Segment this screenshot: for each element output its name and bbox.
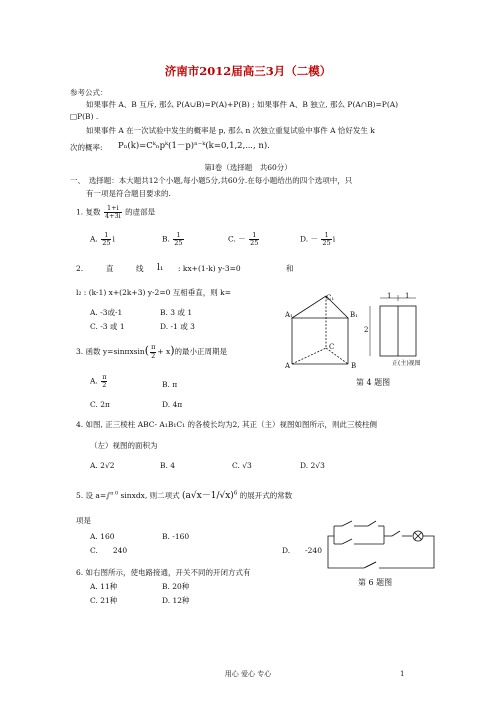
vertex-label-b: B [351, 362, 357, 370]
formula-line: □P(B) . [70, 112, 99, 121]
exam-title: 济南市2012届高三3月（二模） [164, 64, 332, 78]
formula-line: 次的概率: [70, 143, 103, 152]
question-5-line2: 项是 [76, 516, 91, 525]
q2-option-b: B. 3 或 1 [160, 308, 193, 317]
q1-option-d: D. － $\frac{1}{25}$ i [300, 231, 336, 248]
section-instruction: 有一项是符合题目要求的. [86, 189, 171, 198]
question-2-word: 线 [136, 264, 144, 273]
vertex-label-c: C [329, 343, 335, 351]
question-2-word: 直 [106, 264, 114, 273]
q2-option-c: C. -3 或 1 [90, 322, 125, 331]
vertex-label-c1: C₁ [326, 294, 335, 302]
question-1: 1. 复数 $\frac{1+i}{4+3i}$ 的虚部是 [76, 204, 156, 221]
dimension-label: 2 [364, 326, 369, 334]
q3-option-c: C. 2π [90, 400, 110, 409]
q5-option-d: D. -240 [282, 546, 322, 555]
section-instruction: 一、 选择题：本大题共12个小题,每小题5分,共60分.在每小题给出的四个选项中，只 [70, 176, 353, 185]
q3-option-b: B. π [162, 380, 178, 389]
vertex-label-a: A [285, 362, 291, 370]
section-title: 第Ⅰ卷（选择题 共60分） [204, 163, 292, 172]
formula-line: 如果事件 A、B 互斥, 那么 P(A∪B)=P(A)+P(B) ; 如果事件 A、B 独立, 那么 P(A∩B)=P(A) [86, 100, 399, 109]
formula-heading: 参考公式： [70, 88, 108, 97]
line-l1-equation: : kx+(1-k) y-3=0 [178, 264, 241, 273]
question-5: 5. 设 a=∫$^{\pi 0}$ sinxdx, 则二项式 $(a√x-1/√x)^6$ 的展开式的常数 [76, 490, 293, 501]
q5-option-c: C. 240 [90, 546, 128, 555]
dimension-label: 1 [405, 292, 410, 300]
q3-option-a: A. $\frac{\pi}{2}$ [90, 373, 107, 390]
q5-option-b: B. -160 [162, 532, 190, 541]
figure-4-caption: 第 4 题图 [356, 378, 391, 387]
q4-option-c: C. √3 [232, 461, 252, 470]
q1-option-c: C. － $\frac{1}{25}$ [228, 231, 259, 248]
question-2-num: 2. [76, 264, 84, 273]
q2-option-d: D. -1 或 3 [160, 322, 195, 331]
page-number: 1 [400, 670, 405, 678]
figure-6-caption: 第 6 题图 [358, 578, 393, 587]
q6-option-a: A. 11种 [90, 582, 118, 591]
q6-option-c: C. 21种 [90, 596, 118, 605]
q3-option-d: D. 4π [162, 400, 183, 409]
question-2-word: 和 [286, 264, 294, 273]
formula-line: 如果事件 A 在一次试验中发生的概率是 p, 那么 n 次独立重复试验中事件 A 恰好发生 k [86, 126, 375, 135]
q4-option-d: D. 2√3 [300, 461, 325, 470]
question-4-line1: 4. 如图, 正三棱柱 ABC- A₁B₁C₁ 的各棱长均为2, 其正（主）视图如图所示，则此三棱柱侧 [76, 420, 378, 429]
vertex-label-b1: B₁ [350, 311, 358, 319]
q1-option-a: A. $\frac{1}{25}$ i [90, 231, 115, 248]
line-l1: l₁ [157, 263, 164, 273]
figure-6-circuit [324, 516, 444, 580]
page-footer: 用心 爱心 专心 [224, 670, 272, 678]
q5-option-a: A. 160 [90, 532, 115, 541]
question-6: 6. 如右图所示，使电路接通，开关不同的开闭方式有 [76, 568, 251, 577]
question-3: 3. 函数 y=sinπxsin( $\frac{\pi}{2}$ + x)的最小正周期是 [76, 343, 228, 360]
q1-option-b: B. $\frac{1}{25}$ [162, 231, 183, 248]
question-4-line2: （左）视图的面积为 [90, 441, 158, 450]
q4-option-b: B. 4 [160, 461, 176, 470]
q6-option-b: B. 20种 [162, 582, 190, 591]
vertex-label-a1: A₁ [285, 311, 293, 319]
dimension-label: 1 [387, 292, 392, 300]
figure-4-prism [284, 292, 442, 390]
q2-option-a: A. -3或-1 [90, 308, 123, 317]
binomial-prob-formula: Pₙ(k)=Cᵏₙpᵏ(1－p)ⁿ⁻ᵏ(k=0,1,2,⋯, n). [118, 141, 270, 151]
question-2-line2: l₂ : (k-1) x+(2k+3) y-2=0 互相垂直，则 k= [76, 288, 231, 297]
q6-option-d: D. 12种 [162, 596, 190, 605]
front-view-caption: 正(主)视图 [392, 360, 421, 367]
q4-option-a: A. 2√2 [90, 461, 115, 470]
